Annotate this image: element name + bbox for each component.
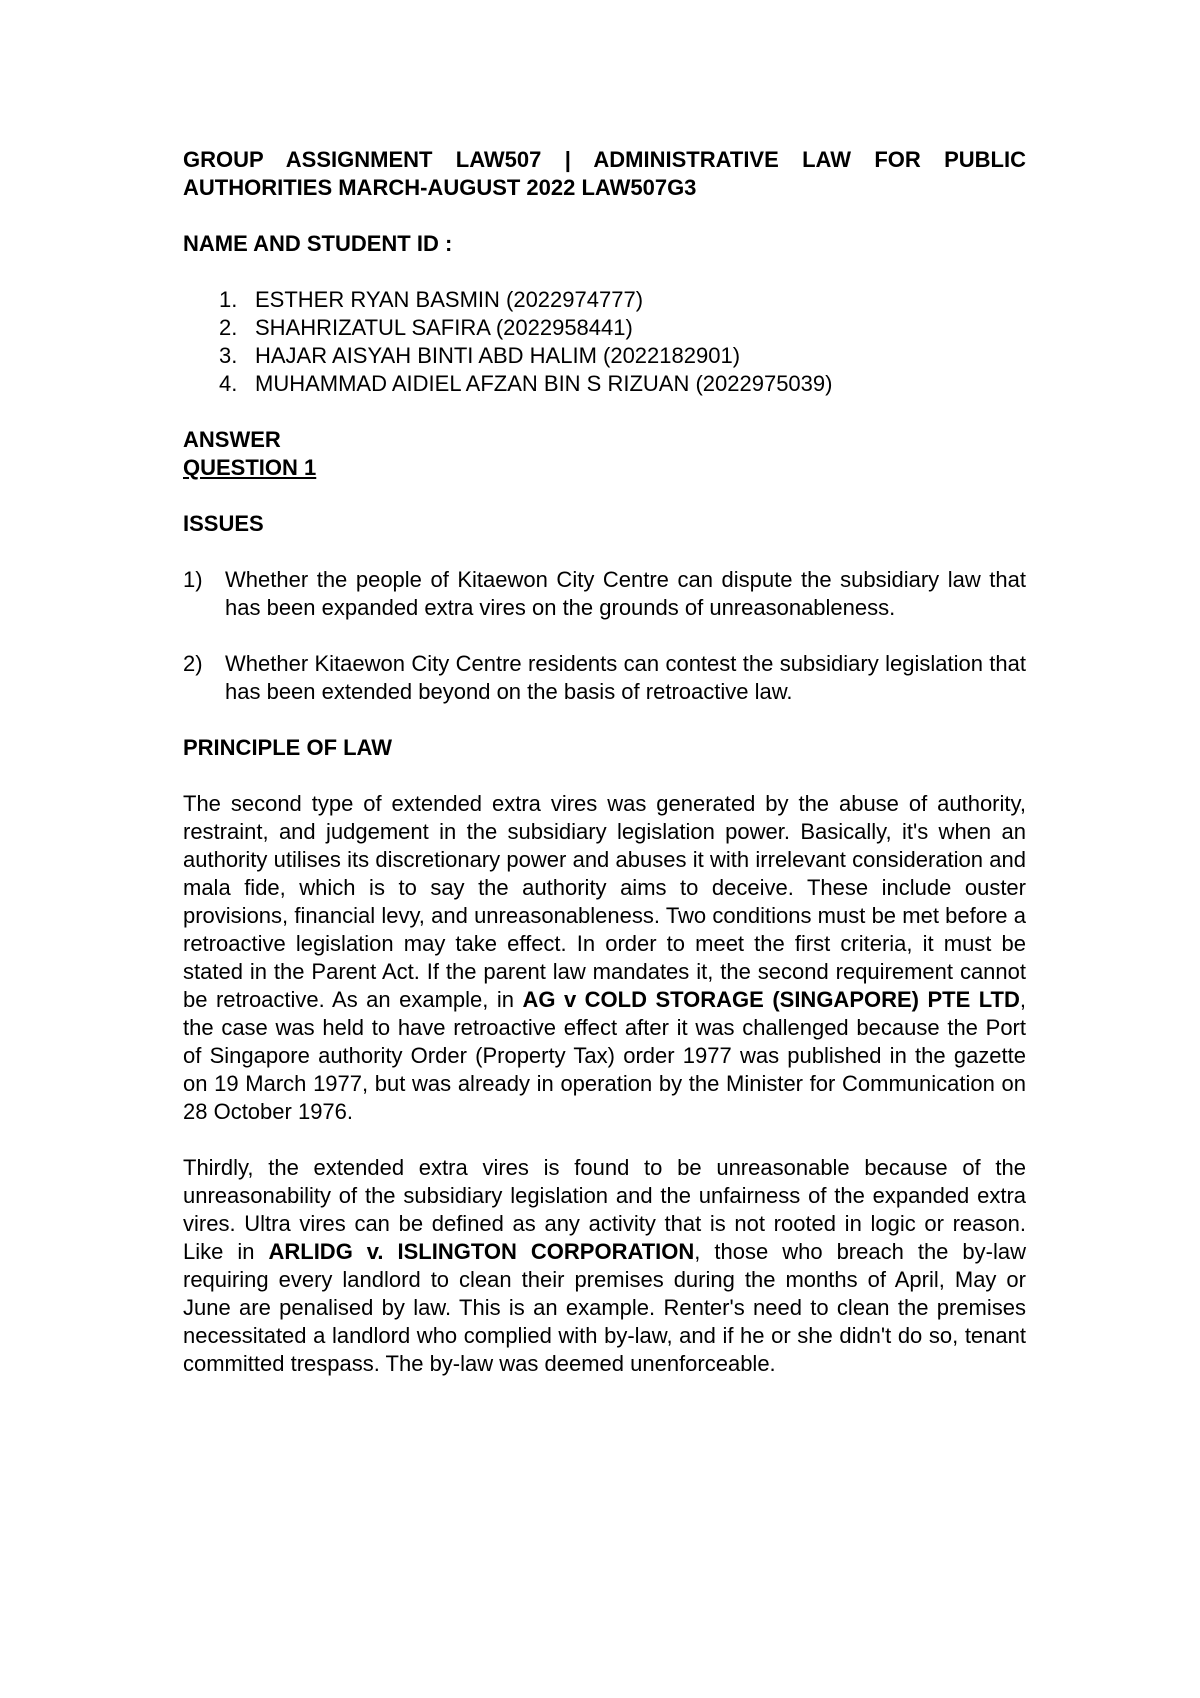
student-entry: HAJAR AISYAH BINTI ABD HALIM (2022182901) xyxy=(255,343,741,368)
question-label: QUESTION 1 xyxy=(183,455,317,480)
principle-paragraph-2 xyxy=(183,1154,1026,1378)
title-line-1: GROUP ASSIGNMENT LAW507 | ADMINISTRATIVE LAW FOR PUBLIC xyxy=(183,147,1026,172)
answer-heading: ANSWER xyxy=(183,427,281,452)
student-list xyxy=(183,286,1026,398)
question-heading xyxy=(183,454,1026,482)
document-title xyxy=(183,146,1026,202)
issues-heading: ISSUES xyxy=(183,511,264,536)
list-number: 3. xyxy=(219,343,238,368)
list-item xyxy=(183,342,1026,370)
student-entry: SHAHRIZATUL SAFIRA (2022958441) xyxy=(255,315,633,340)
issue-number: 1) xyxy=(183,567,203,592)
principle-heading: PRINCIPLE OF LAW xyxy=(183,735,392,760)
list-number: 2. xyxy=(219,315,238,340)
case-name: AG v COLD STORAGE (SINGAPORE) PTE LTD xyxy=(522,987,1020,1012)
issue-item xyxy=(183,650,1026,706)
paragraph-text: The second type of extended extra vires was generated by the abuse of authority, restraint, and judgement in the subsidiary legislation power. Basically, it's when an authority utilises its discretionary power and abuses it with irrelevant consideration and mala fide, which is to say the authority aims to deceive. These include ouster provisions, financial levy, and unreasonableness. Two conditions must be met before a retroactive legislation may take effect. In order to meet the first criteria, it must be stated in the Parent Act. If the parent law mandates it, the second requirement cannot be retroactive. As an example, in xyxy=(183,791,1026,1012)
paragraph-text: , those who breach the by-law requiring every landlord to clean their premises during the months of April, May or June are penalised by law. This is an example. Renter's need to clean the premises necessitated a landlord who complied with by-law, and if he or she didn't do so, tenant committed trespass. The by-law was deemed unenforceable. xyxy=(183,1239,1026,1376)
paragraph-text: , the case was held to have retroactive effect after it was challenged because the Port of Singapore authority Order (Property Tax) order 1977 was published in the gazette on 19 March 1977, but was already in operation by the Minister for Communication on 28 October 1976. xyxy=(183,987,1026,1124)
issue-text: Whether the people of Kitaewon City Centre can dispute the subsidiary law that has been expanded extra vires on the grounds of unreasonableness. xyxy=(225,567,1026,620)
list-number: 4. xyxy=(219,371,238,396)
list-item xyxy=(183,370,1026,398)
principle-paragraph-1 xyxy=(183,790,1026,1126)
issue-item xyxy=(183,566,1026,622)
list-item xyxy=(183,314,1026,342)
student-entry: MUHAMMAD AIDIEL AFZAN BIN S RIZUAN (2022975039) xyxy=(255,371,833,396)
title-line-2: AUTHORITIES MARCH-AUGUST 2022 LAW507G3 xyxy=(183,175,697,200)
document-body xyxy=(183,146,1026,1406)
issue-number: 2) xyxy=(183,651,203,676)
student-entry: ESTHER RYAN BASMIN (2022974777) xyxy=(255,287,644,312)
case-name: ARLIDG v. ISLINGTON CORPORATION xyxy=(268,1239,695,1264)
list-number: 1. xyxy=(219,287,238,312)
students-heading: NAME AND STUDENT ID : xyxy=(183,231,453,256)
list-item xyxy=(183,286,1026,314)
issue-text: Whether Kitaewon City Centre residents can contest the subsidiary legislation that has been extended beyond on the basis of retroactive law. xyxy=(225,651,1026,704)
paragraph-text: Thirdly, the extended extra vires is found to be unreasonable because of the unreasonability of the subsidiary legislation and the unfairness of the expanded extra vires. Ultra vires can be defined as any activity that is not rooted in logic or reason. Like in xyxy=(183,1155,1026,1264)
